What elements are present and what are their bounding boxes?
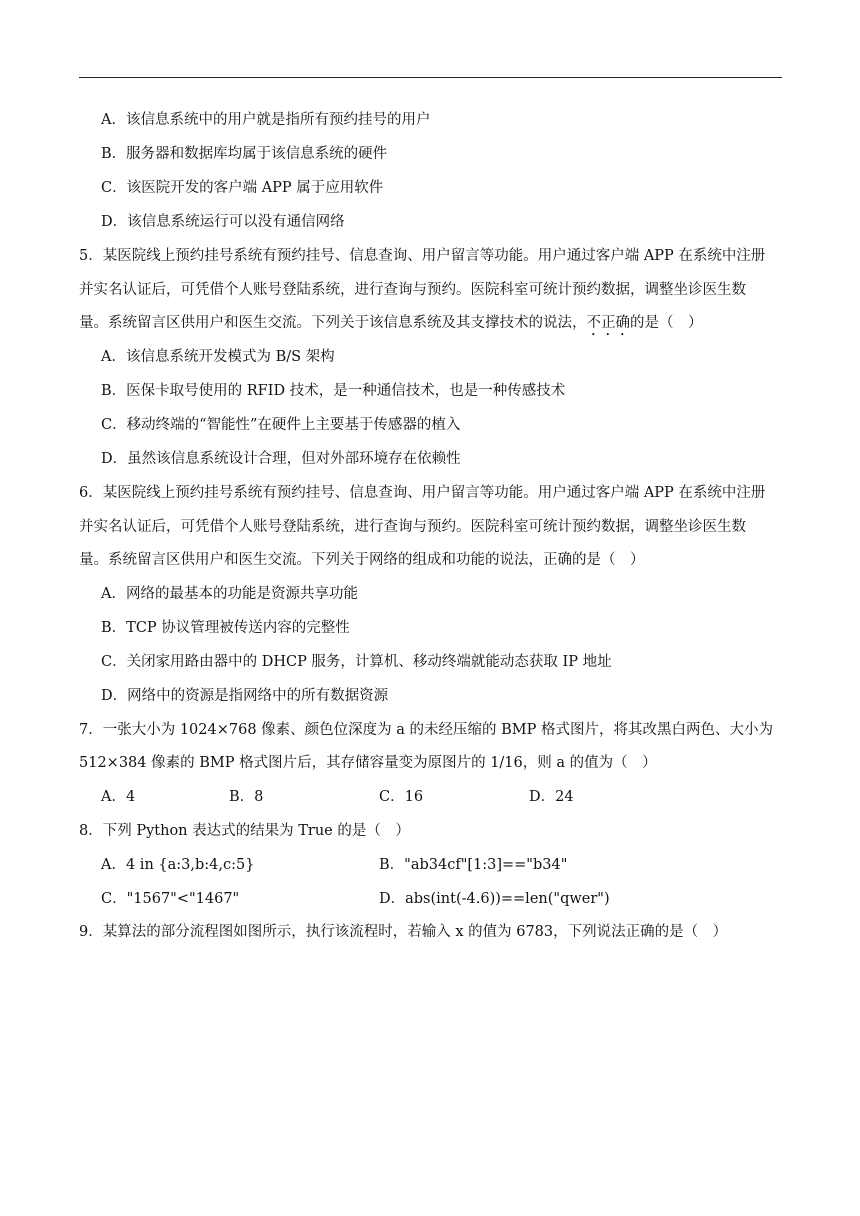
q5-stem-text: 量。系统留言区供用户和医生交流。下列关于该信息系统及其支撑技术的说法， <box>79 315 587 331</box>
q4-option-d: D．该信息系统运行可以没有通信网络 <box>101 214 345 230</box>
q4-option-a: A．该信息系统中的用户就是指所有预约挂号的用户 <box>101 112 431 128</box>
q8-stem: 8．下列 Python 表达式的结果为 True 的是（ ） <box>79 823 410 839</box>
q5-emphasis: 不正确 <box>586 315 630 331</box>
q8-option-c: C．"1567"<"1467" <box>101 891 240 907</box>
q5-option-a: A．该信息系统开发模式为 B/S 架构 <box>101 349 335 365</box>
q9-stem: 9．某算法的部分流程图如图所示，执行该流程时，若输入 x 的值为 6783，下列说法正确的是（ ） <box>79 924 728 940</box>
q4-option-c: C．该医院开发的客户端 APP 属于应用软件 <box>101 180 384 196</box>
q4-option-b: B．服务器和数据库均属于该信息系统的硬件 <box>101 146 388 162</box>
q5-option-b: B．医保卡取号使用的 RFID 技术，是一种通信技术，也是一种传感技术 <box>101 383 566 399</box>
q5-option-c: C．移动终端的“智能性”在硬件上主要基于传感器的植入 <box>101 417 461 433</box>
q6-option-c: C．关闭家用路由器中的 DHCP 服务，计算机、移动终端就能动态获取 IP 地址 <box>101 654 612 670</box>
q5-stem-line-3 <box>79 313 703 339</box>
header-rule <box>79 77 782 78</box>
q6-stem-line-3: 量。系统留言区供用户和医生交流。下列关于网络的组成和功能的说法，正确的是（ ） <box>79 552 645 568</box>
q7-option-c: C．16 <box>379 789 424 805</box>
q6-option-d: D．网络中的资源是指网络中的所有数据资源 <box>101 688 389 704</box>
q6-stem-line-2: 并实名认证后，可凭借个人账号登陆系统，进行查询与预约。医院科室可统计预约数据，调整坐诊医生数 <box>79 519 746 535</box>
q8-option-d: D．abs(int(-4.6))==len("qwer") <box>379 891 610 907</box>
q7-option-a: A．4 <box>101 789 136 805</box>
q5-stem-line-2: 并实名认证后，可凭借个人账号登陆系统，进行查询与预约。医院科室可统计预约数据，调整坐诊医生数 <box>79 282 746 298</box>
q8-option-b: B．"ab34cf"[1:3]=="b34" <box>379 857 568 873</box>
q6-stem-line-1: 6．某医院线上预约挂号系统有预约挂号、信息查询、用户留言等功能。用户通过客户端 APP 在系统中注册 <box>79 485 766 501</box>
q5-stem-tail: 的是（ ） <box>630 315 703 331</box>
q7-stem-line-2: 512×384 像素的 BMP 格式图片后，其存储容量变为原图片的 1/16，则 a 的值为（ ） <box>79 755 657 771</box>
q7-option-d: D．24 <box>529 789 574 805</box>
q8-option-a: A．4 in {a:3,b:4,c:5} <box>101 857 255 873</box>
q5-option-d: D．虽然该信息系统设计合理，但对外部环境存在依赖性 <box>101 451 461 467</box>
q6-option-b: B．TCP 协议管理被传送内容的完整性 <box>101 620 350 636</box>
q5-stem-line-1: 5．某医院线上预约挂号系统有预约挂号、信息查询、用户留言等功能。用户通过客户端 APP 在系统中注册 <box>79 248 766 264</box>
q7-stem-line-1: 7．一张大小为 1024×768 像素、颜色位深度为 a 的未经压缩的 BMP 格式图片，将其改黑白两色、大小为 <box>79 722 774 738</box>
q6-option-a: A．网络的最基本的功能是资源共享功能 <box>101 586 358 602</box>
q7-option-b: B．8 <box>229 789 264 805</box>
